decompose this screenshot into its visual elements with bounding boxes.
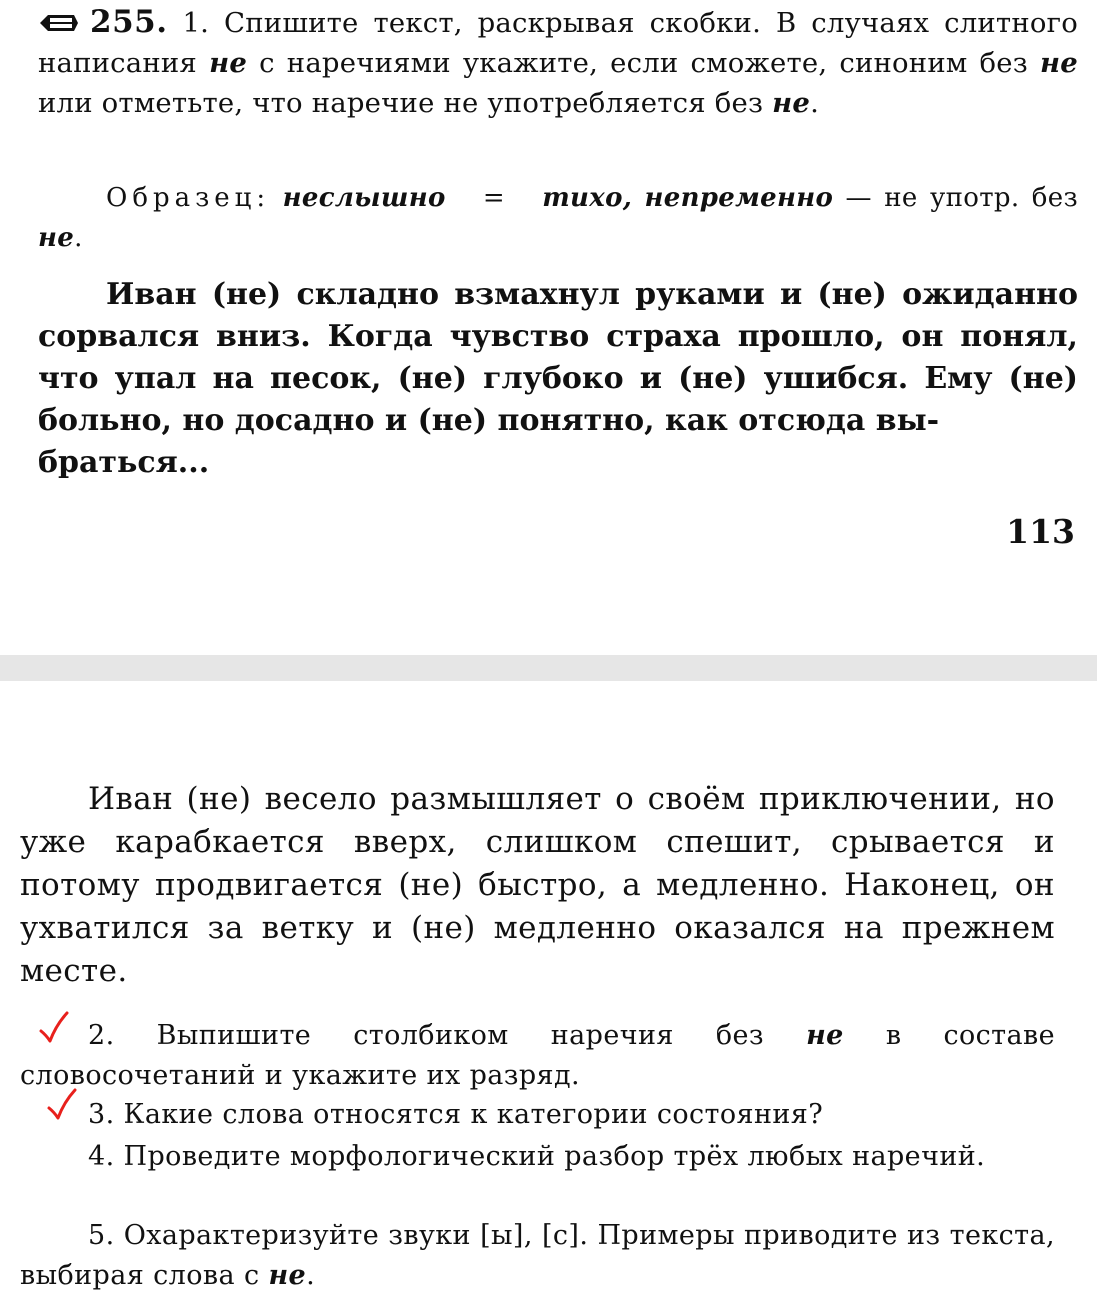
sample-note: не употр. без	[884, 183, 1078, 213]
sample-dash: —	[845, 183, 872, 213]
question-2-ne: не	[806, 1020, 844, 1051]
page-number: 113	[1006, 512, 1075, 551]
bottom-page	[0, 681, 1097, 1311]
task-ne-1: не	[209, 47, 248, 79]
question-3: 3. Какие слова относятся к категории состояния?	[88, 1099, 824, 1130]
story-text-main: Иван (не) складно взмахнул руками и (не) ожиданно сорвался вниз. Когда чувство страха прошло, он понял, что упал на песок, (не) глубоко и (не) ушибся. Ему (не) больно, но досадно и (не) понятно, как отсюда вы-	[38, 277, 1078, 438]
task-text-2: с наречиями укажите, если сможете, синоним без	[247, 47, 1041, 79]
task-ne-3: не	[772, 87, 811, 119]
question-5-after: .	[306, 1260, 316, 1291]
story-paragraph-1	[38, 274, 1078, 484]
sample-synonym: тихо,	[542, 183, 633, 213]
sample-example-2: непременно	[644, 183, 834, 213]
question-5-ne: не	[268, 1260, 307, 1291]
sample-end: .	[74, 223, 83, 253]
pencil-icon	[38, 5, 80, 27]
task-instruction	[38, 2, 1078, 123]
sample-paragraph	[38, 178, 1078, 258]
task-number: 255.	[90, 4, 168, 40]
task-ne-2: не	[1040, 47, 1078, 79]
story-text-end: браться...	[38, 445, 210, 480]
top-page	[0, 0, 1097, 655]
sample-equals: =	[482, 183, 505, 213]
question-2-after: в составе словосочетаний и укажите их разряд.	[20, 1020, 1055, 1091]
task-text-4: .	[810, 87, 820, 119]
story-paragraph-2: Иван (не) весело размышляет о своём приключении, но уже карабкается вверх, слишком спешит, срывается и потому продвигается (не) быстро, а медленно. Наконец, он ухватился за ветку и (не) медленно оказался на прежнем месте.	[20, 781, 1055, 989]
page-divider	[0, 655, 1097, 681]
sample-ne: не	[38, 223, 75, 253]
question-5	[20, 1216, 1055, 1296]
question-5-before: 5. Охарактеризуйте звуки [ы], [с]. Примеры приводите из текста, выбирая слова с	[20, 1220, 1055, 1291]
question-2-before: 2. Выпишите столбиком наречия без	[88, 1020, 807, 1051]
sample-label: Образец:	[106, 183, 271, 213]
question-4: 4. Проведите морфологический разбор трёх любых наречий.	[88, 1141, 986, 1172]
task-text-1: 1. Спишите текст, раскрывая скобки. В случаях слитного написания	[38, 7, 1078, 79]
task-text-3: или отметьте, что наречие не употребляется без	[38, 87, 773, 119]
question-2	[20, 1016, 1055, 1096]
sample-example-1: неслышно	[282, 183, 446, 213]
